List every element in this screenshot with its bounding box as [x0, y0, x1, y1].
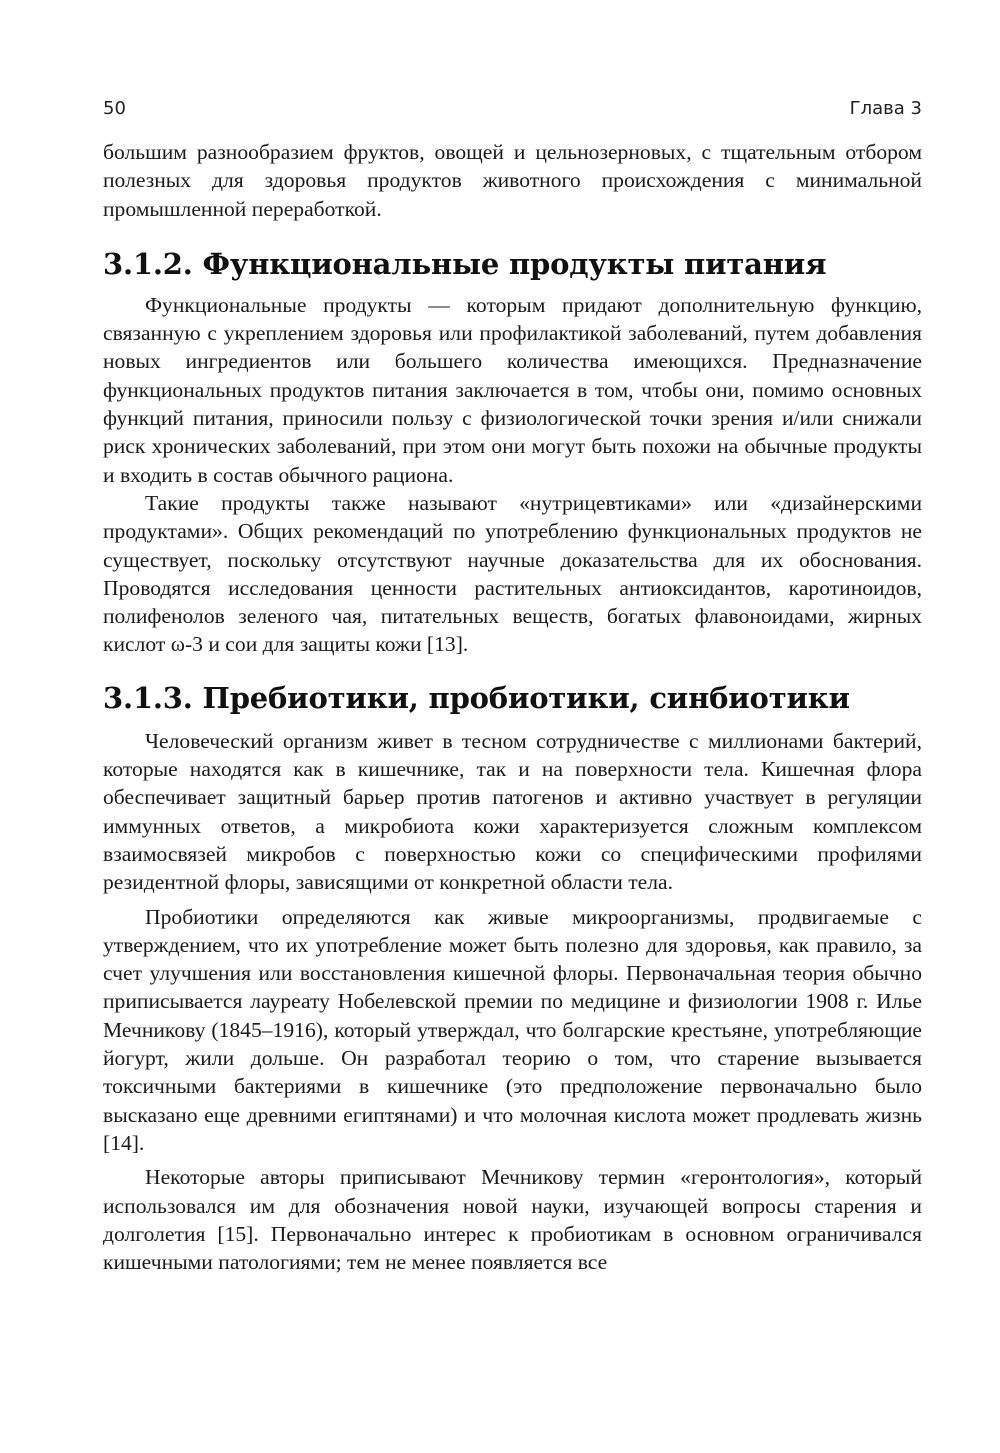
body-text [103, 138, 922, 1276]
paragraph: Функциональные продукты — которым придают дополнительную функцию, связанную с укреплением здоровья или профилактикой заболеваний, путем добавления новых ингредиентов или большего количества имеющихся. Предназначение функциональных продуктов питания заключается в том, чтобы они, помимо основных функций питания, приносили пользу с физиологической точки зрения и/или снижали риск хронических заболеваний, при этом они могут быть похожи на обычные продукты и входить в состав обычного рациона. [103, 292, 922, 487]
paragraph: Некоторые авторы приписывают Мечникову термин «геронтология», который использовался им для обозначения новой науки, изучающей вопросы старения и долголетия [15]. Первоначально интерес к пробиотикам в основном ограничивался кишечными патологиями; тем не менее появляется все [103, 1165, 922, 1275]
paragraph: Пробиотики определяются как живые микроорганизмы, продвигаемые с утверждением, что их употребление может быть полезно для здоровья, как правило, за счет улучшения или восстановления кишечной флоры. Первоначальная теория обычно приписывается лауреату Нобелевской премии по медицине и физиологии 1908 г. Илье Мечникову (1845–1916), который утверждал, что болгарские крестьяне, употребляющие йогурт, жили дольше. Он разработал теорию о том, что старение вызывается токсичными бактериями в кишечнике (это предположение первоначально было высказано еще древними египтянами) и что молочная кислота может продлевать жизнь [14]. [103, 904, 922, 1155]
section-heading-3-1-3: 3.1.3. Пребиотики, пробиотики, синбиотики [103, 680, 850, 715]
intro-paragraph: большим разнообразием фруктов, овощей и цельнозерновых, с тщательным отбором полезных для здоровья продуктов животного происхождения с минимальной промышленной переработкой. [103, 140, 922, 221]
paragraph: Человеческий организм живет в тесном сотрудничестве с миллионами бактерий, которые находятся как в кишечнике, так и на поверхности тела. Кишечная флора обеспечивает защитный барьер против патогенов и активно участвует в регуляции иммунных ответов, а микробиота кожи характеризуется сложным комплексом взаимосвязей микробов с поверхностью кожи со специфическими профилями резидентной флоры, зависящими от конкретной области тела. [103, 728, 922, 895]
page-number: 50 [103, 98, 126, 119]
book-page [103, 98, 922, 1276]
paragraph: Такие продукты также называют «нутрицевтиками» или «дизайнерскими продуктами». Общих рекомендаций по употреблению функциональных продуктов не существует, поскольку отсутствуют научные доказательства для их обоснования. Проводятся исследования ценности растительных антиоксидантов, каротиноидов, полифенолов зеленого чая, питательных веществ, богатых флавоноидами, жирных кислот ω-3 и сои для защиты кожи [13]. [103, 490, 922, 657]
running-head [103, 98, 922, 138]
section-heading-3-1-2: 3.1.2. Функциональные продукты питания [103, 246, 827, 281]
chapter-label: Глава 3 [849, 98, 922, 119]
